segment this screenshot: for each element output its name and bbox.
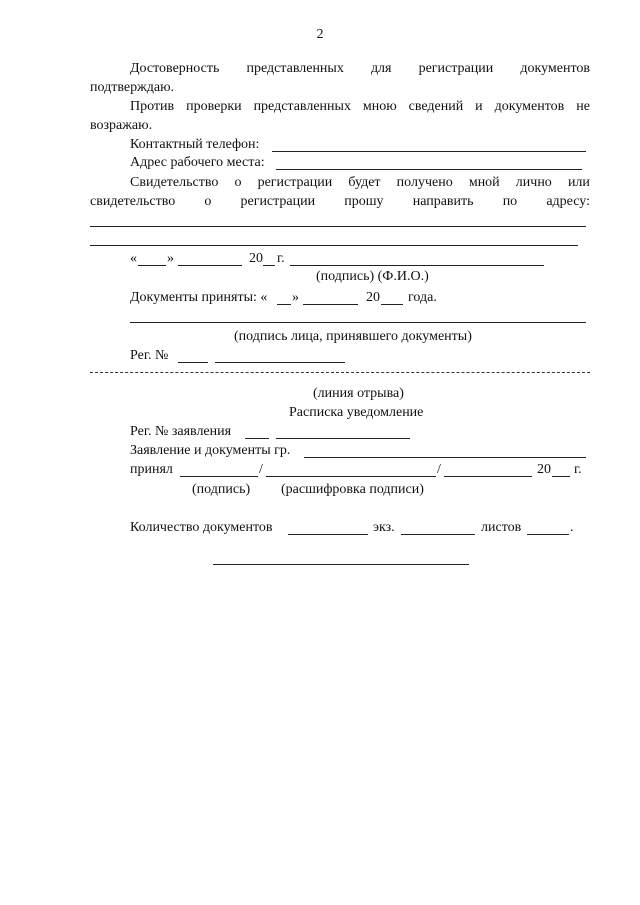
sheets-label: листов xyxy=(481,520,522,535)
signature-caption: (подпись) (Ф.И.О.) xyxy=(316,269,429,284)
docs-accepted-day-field[interactable] xyxy=(277,304,291,305)
date-close-quote: » xyxy=(167,251,174,266)
slash-2: / xyxy=(437,462,441,477)
word: по xyxy=(502,194,518,209)
statement-citizen-field[interactable] xyxy=(304,457,586,458)
receipt-year-prefix: 20 xyxy=(537,462,551,477)
para3-line2 xyxy=(90,194,590,210)
para2-line1 xyxy=(130,99,590,115)
word: документов xyxy=(494,99,565,114)
receipt-reg-field-b[interactable] xyxy=(276,438,410,439)
word: или xyxy=(567,175,590,190)
word: мною xyxy=(362,99,397,114)
word: для xyxy=(370,61,392,76)
contact-phone-label: Контактный телефон: xyxy=(130,137,260,152)
contact-phone-field[interactable] xyxy=(272,151,586,152)
date-month-field[interactable] xyxy=(178,265,242,266)
copies-field[interactable] xyxy=(401,534,475,535)
date-day-field[interactable] xyxy=(138,265,166,266)
para3-line1 xyxy=(130,175,590,191)
doc-count-field[interactable] xyxy=(288,534,368,535)
slash-1: / xyxy=(259,462,263,477)
docs-accepted-year-prefix: 20 xyxy=(366,290,380,305)
word: регистрации xyxy=(257,175,333,190)
address-field-line1[interactable] xyxy=(90,226,586,227)
period: . xyxy=(570,520,574,535)
work-address-label: Адрес рабочего места: xyxy=(130,155,265,170)
word: свидетельство xyxy=(90,194,176,209)
acceptor-signature-field[interactable] xyxy=(130,322,586,323)
reg-no-field-b[interactable] xyxy=(215,362,345,363)
word: мной xyxy=(468,175,500,190)
word: не xyxy=(576,99,590,114)
word: направить xyxy=(412,194,474,209)
closing-rule xyxy=(213,564,469,565)
page-number: 2 xyxy=(316,27,324,42)
reg-no-label: Рег. № xyxy=(130,348,169,363)
accepted-label: принял xyxy=(130,462,173,477)
acceptor-caption: (подпись лица, принявшего документы) xyxy=(234,329,472,344)
para1-line2: подтверждаю. xyxy=(90,80,175,95)
date-year-suffix: г. xyxy=(277,251,285,266)
word: регистрации xyxy=(418,61,494,76)
receipt-decode-field[interactable] xyxy=(266,476,436,477)
word: документов xyxy=(520,61,590,76)
docs-accepted-close-quote: » xyxy=(292,290,299,305)
receipt-year-field[interactable] xyxy=(552,476,570,477)
word: о xyxy=(204,194,212,209)
docs-accepted-month-field[interactable] xyxy=(303,304,358,305)
receipt-sign-field[interactable] xyxy=(180,476,258,477)
docs-accepted-year-suffix: года. xyxy=(408,290,437,305)
word: получено xyxy=(396,175,453,190)
word: прошу xyxy=(344,194,384,209)
word: будет xyxy=(348,175,381,190)
word: регистрации xyxy=(240,194,316,209)
word: лично xyxy=(515,175,552,190)
statement-label: Заявление и документы гр. xyxy=(130,443,291,458)
date-year-field[interactable] xyxy=(263,265,275,266)
word: сведений xyxy=(408,99,464,114)
tear-line-caption: (линия отрыва) xyxy=(313,386,404,401)
para2-line2: возражаю. xyxy=(90,118,153,133)
receipt-reg-field-a[interactable] xyxy=(245,438,269,439)
copies-label: экз. xyxy=(373,520,395,535)
date-open-quote: « xyxy=(130,251,137,266)
word: проверки xyxy=(186,99,242,114)
signature-field[interactable] xyxy=(290,265,544,266)
receipt-caption-sign: (подпись) xyxy=(192,482,251,497)
receipt-date-field[interactable] xyxy=(444,476,532,477)
para1-line1 xyxy=(130,61,590,77)
reg-no-field-a[interactable] xyxy=(178,362,208,363)
work-address-field[interactable] xyxy=(276,169,582,170)
word: адресу: xyxy=(546,194,590,209)
doc-count-label: Количество документов xyxy=(130,520,273,535)
docs-accepted-label: Документы приняты: « xyxy=(130,290,268,305)
word: Достоверность xyxy=(130,61,220,76)
word: и xyxy=(475,99,483,114)
date-year-prefix: 20 xyxy=(249,251,263,266)
receipt-title: Расписка уведомление xyxy=(289,405,424,420)
word: представленных xyxy=(253,99,351,114)
word: Свидетельство xyxy=(130,175,219,190)
address-field-line2[interactable] xyxy=(90,245,578,246)
sheets-field[interactable] xyxy=(527,534,569,535)
word: представленных xyxy=(246,61,344,76)
receipt-caption-decode: (расшифровка подписи) xyxy=(281,482,424,497)
receipt-year-suffix: г. xyxy=(574,462,582,477)
tear-line xyxy=(90,372,590,373)
word: Против xyxy=(130,99,175,114)
docs-accepted-year-field[interactable] xyxy=(381,304,403,305)
word: о xyxy=(234,175,242,190)
receipt-reg-label: Рег. № заявления xyxy=(130,424,232,439)
